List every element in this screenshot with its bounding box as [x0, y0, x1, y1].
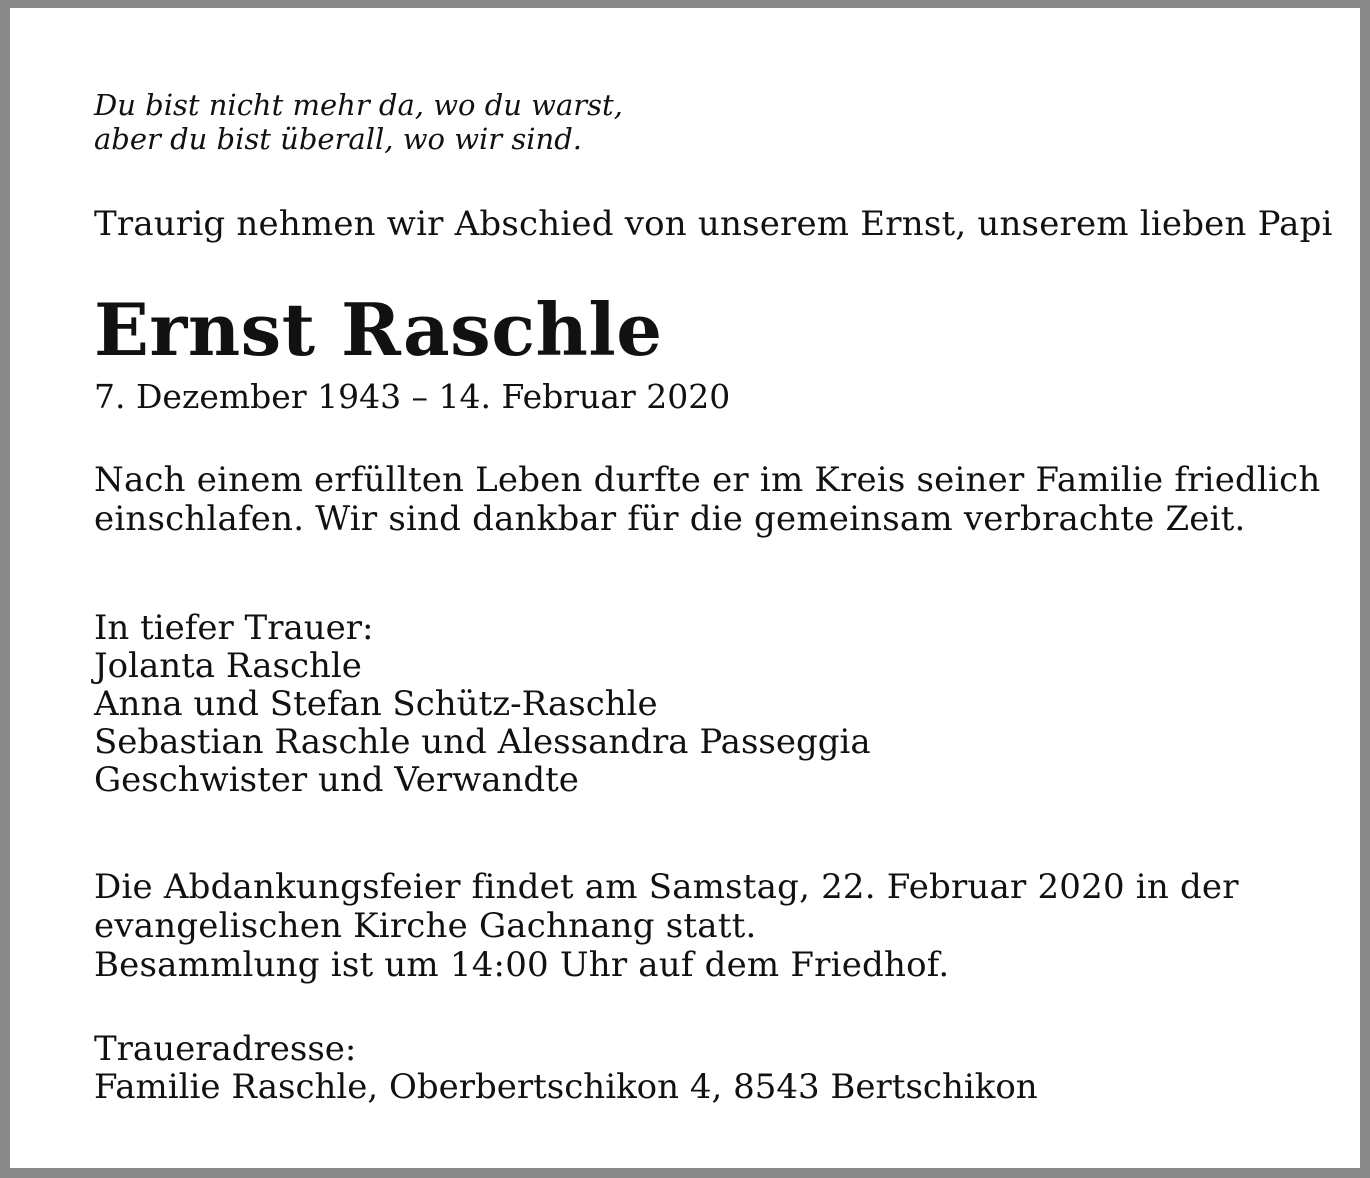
obituary-card — [10, 8, 1360, 1168]
address-value: Familie Raschle, Oberbertschikon 4, 8543 Bertschikon — [94, 1067, 1038, 1107]
mourners-heading: In tiefer Trauer: — [94, 608, 374, 648]
service-line-1: Die Abdankungsfeier findet am Samstag, 22. Februar 2020 in der — [94, 867, 1239, 907]
service-line-3: Besammlung ist um 14:00 Uhr auf dem Friedhof. — [94, 945, 950, 985]
paragraph-line-1: Nach einem erfüllten Leben durfte er im Kreis seiner Familie friedlich — [94, 460, 1321, 500]
memorial-quote — [94, 88, 623, 156]
mourner-name: Anna und Stefan Schütz-Raschle — [94, 684, 658, 724]
paragraph-line-2: einschlafen. Wir sind dankbar für die gemeinsam verbrachte Zeit. — [94, 499, 1246, 539]
mourner-name: Geschwister und Verwandte — [94, 760, 579, 800]
address-heading: Traueradresse: — [94, 1029, 357, 1069]
quote-line-1: Du bist nicht mehr da, wo du warst, — [94, 88, 623, 122]
farewell-paragraph — [94, 461, 1320, 539]
deceased-name: Ernst Raschle — [94, 287, 663, 372]
mourners-list — [94, 609, 871, 799]
intro-text: Traurig nehmen wir Abschied von unserem Ernst, unserem lieben Papi — [94, 204, 1333, 244]
mourning-address — [94, 1030, 1038, 1106]
mourner-name: Jolanta Raschle — [94, 646, 362, 686]
life-dates: 7. Dezember 1943 – 14. Februar 2020 — [94, 377, 731, 416]
service-line-2: evangelischen Kirche Gachnang statt. — [94, 906, 757, 946]
service-announcement — [94, 868, 1239, 985]
mourner-name: Sebastian Raschle und Alessandra Passeggia — [94, 722, 871, 762]
quote-line-2: aber du bist überall, wo wir sind. — [94, 122, 582, 156]
